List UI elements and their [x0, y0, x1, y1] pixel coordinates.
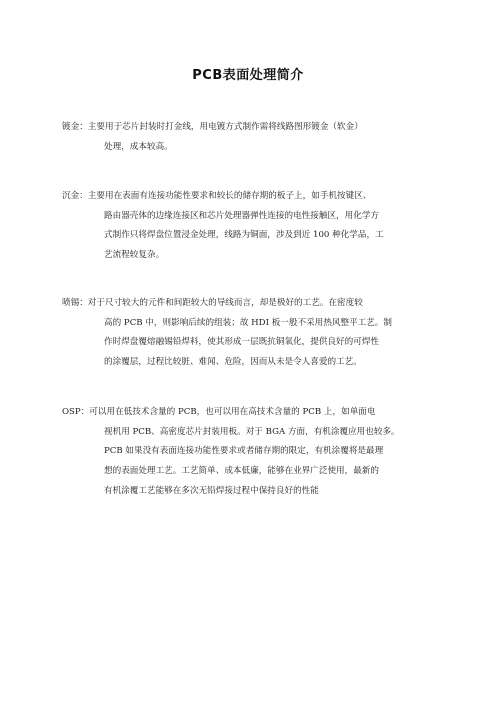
paragraph-line: 想的表面处理工艺。工艺简单、成本低廉，能够在业界广泛使用，最新的 [104, 466, 380, 477]
paragraph-line: 视机用 PCB、高密度芯片封装用板。对于 BGA 方面，有机涂覆应用也较多。 [104, 426, 400, 437]
paragraph-line: OSP：可以用在低技术含量的 PCB，也可以用在高技术含量的 PCB 上，如单面电 [62, 407, 376, 417]
document-title: PCB表面处理简介 [192, 68, 304, 83]
paragraph-line: 镀金：主要用于芯片封装时打金线，用电镀方式制作需将线路图形镀金（软金） [62, 122, 363, 132]
section-immersion-gold [62, 187, 438, 266]
paragraph-line: 沉金：主要用在表面有连接功能性要求和较长的储存期的板子上，如手机按键区、 [62, 191, 372, 201]
paragraph-line: PCB 如果没有表面连接功能性要求或者储存期的限定，有机涂覆将是最理 [104, 446, 384, 457]
paragraph-line: 式制作只将焊盘位置浸金处理，线路为铜面，涉及到近 100 种化学品，工 [104, 230, 384, 241]
section-gold-plating [62, 118, 438, 157]
paragraph-line: 作时焊盘覆熔融锡铅焊料，使其形成一层既抗铜氧化，提供良好的可焊性 [104, 337, 380, 348]
section-hot-air-leveling [62, 294, 438, 373]
paragraph-line: 喷锡：对于尺寸较大的元件和间距较大的导线而言，却是极好的工艺。在密度较 [62, 298, 363, 308]
paragraph-line: 艺流程较复杂。 [104, 250, 165, 261]
paragraph-line: 处理，成本较高。 [104, 141, 173, 152]
paragraph-line: 路由器壳体的边缘连接区和芯片处理器弹性连接的电性接触区，用化学方 [104, 210, 380, 221]
paragraph-line: 有机涂覆工艺能够在多次无铅焊接过程中保持良好的性能 [104, 485, 319, 496]
paragraph-line: 的涂覆层，过程比较脏、难闻、危险，因而从未是令人喜爱的工艺。 [104, 357, 362, 368]
section-osp [62, 403, 438, 501]
paragraph-line: 高的 PCB 中，则影响后续的组装；故 HDI 板一般不采用热风整平工艺。制 [104, 317, 393, 328]
